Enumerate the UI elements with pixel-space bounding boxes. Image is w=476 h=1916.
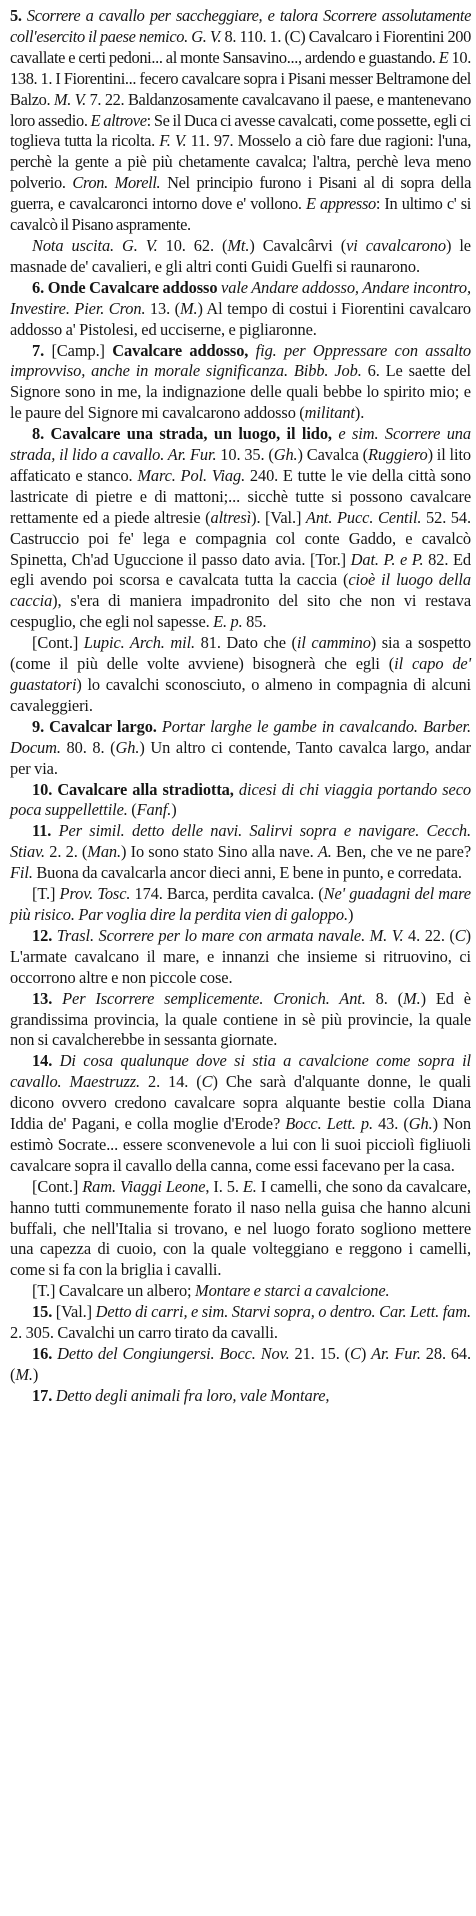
text-run: ). [354,403,365,423]
sense-heading: 11. [32,821,59,841]
text-run: ) Al tempo di costui i Fiorentini cavalcaro addosso a' Pistolesi, ed ucciserne, e pigliaronne. [10,298,471,339]
text-run: [Cont.] [32,1176,83,1196]
sense-13-iscorrere [10,989,471,1052]
sense-heading: 17. [32,1385,56,1405]
italic-text: il capo de' guastatori [10,654,471,694]
sense-heading: 6. Onde Cavalcare addosso [32,277,218,297]
text-run: 43. ( [372,1114,409,1134]
text-run: 13. ( [145,298,180,318]
italic-text: Marc. Pol. Viag. [137,465,246,485]
text-run: ) [360,1344,372,1363]
italic-text: vi cavalcarono [346,235,446,255]
italic-text: Detto degli animali fra loro, vale Montare, [55,1385,330,1405]
text-run: 8. ( [365,988,404,1008]
sense-9-cavalcar-largo [10,717,471,780]
text-run: ) [347,904,354,924]
sense-8-cavalcare-una-strada [10,424,471,633]
italic-text: Per simil. detto delle navi. Salirvi sopra e navigare. Cecch. Stiav. [10,821,471,862]
italic-text: Cron. Morell. [72,173,161,193]
text-run: Ben, che ve ne pare? [331,842,471,862]
italic-text: Prov. Tosc. [59,884,131,904]
sense-14-albero-note [10,1281,471,1302]
sense-heading: 9. Cavalcar largo. [32,716,157,736]
text-run: [Cont.] [32,633,84,653]
text-run: : In ultimo c' si cavalcò il Pisano aspramente. [10,194,471,235]
sense-14-a-cavalcione [10,1051,471,1176]
italic-text: E. [242,1176,257,1196]
italic-text: E. p. [213,612,243,632]
italic-text: A. [317,842,332,862]
text-run: 81. Dato che ( [195,633,297,653]
sense-7-figurative [10,341,471,425]
text-run: 6. Le saette del Signore sono in me, la indignazione delle quali bebbe lo spirito mio; e le paure del Signore mi cavalcarono addosso ( [10,361,471,423]
text-run: 82. Ed egli avendo poi scorsa e cavalcata tutta la caccia ( [10,549,471,590]
italic-text: Montare e starci a cavalcione. [195,1281,390,1301]
text-run: ) L'armate cavalcano il mare, e innanzi che insieme si ritruovino, ci occorrono altre e non piccole cose. [10,925,471,987]
text-run: ). [Val.] [251,507,306,527]
text-run: 2. 2. ( [45,842,88,862]
text-run: [Camp.] [51,340,113,360]
text-run: 7. 22. Baldanzosamente cavalcavano il paese, e mantenevano loro assedio. [10,89,471,130]
sense-heading: Cavalcare addosso, [112,340,249,360]
sense-heading: 8. Cavalcare una strada, un luogo, il lido, [32,424,332,444]
italic-text: Bocc. Lett. p. [285,1114,373,1134]
italic-text: vale Andare addosso, Andare incontro, Investire. Pier. Cron. [10,277,472,318]
italic-text: Fil. [10,863,33,883]
text-run: ) le masnade de' cavalieri, e gli altri conti Guidi Guelfi si raunarono. [10,235,471,276]
italic-text: militant [304,403,355,423]
italic-text: Detto del Congiungersi. Bocc. Nov. [57,1344,290,1363]
sense-6-cavalcare-addosso [10,278,471,341]
italic-text: Detto di carri, e sim. Starvi sopra, o dentro. Car. Lett. fam. [95,1302,472,1322]
sense-heading: 5. [10,6,27,25]
italic-text: dicesi di chi viaggia portando seco poca suppellettile. [10,779,471,820]
italic-text: Nota uscita. G. V. [32,235,158,255]
text-run: , I. 5. [205,1176,243,1196]
text-run: ) Cavalca ( [297,445,369,465]
text-run: : Se il Duca ci avesse cavalcati, come possette, egli ci toglieva tutta la ricolta. [10,110,471,151]
sense-12-mare [10,926,471,989]
italic-text: Mt. [227,235,250,255]
text-run: 174. Barca, perdita cavalca. ( [130,884,324,904]
text-run: ) Non estimò Socrate... essere sconvenevole a lui con li suoi picciolì figliuoli cavalcare sopra il cavallo della canna, come essi facevano per la casa. [10,1114,471,1175]
sense-heading: 14. [32,1051,60,1071]
sense-14-camelli-note [10,1177,471,1282]
sense-heading: 12. [32,925,57,945]
sense-heading: 13. [32,988,63,1008]
italic-text: e sim. Scorrere una strada, il lido a cavallo. Ar. Fur. [10,424,471,465]
text-run: 10. 138. 1. I Fiorentini... fecero cavalcare sopra i Pisani messer Beltramone del Balzo. [10,47,471,109]
text-run: 10. 35. ( [216,445,274,465]
sense-5-note-uscita [10,236,471,278]
italic-text: G. V. [191,26,222,46]
italic-text: Gh. [273,445,298,465]
italic-text: Scorrere a cavallo per saccheggiare, e talora Scorrere assolutamente coll'esercito il paese nemico. [10,6,472,46]
text-run: ) Io sono stato Sino alla nave. [121,842,318,862]
text-run: 52. 54. Castruccio poi fe' lega e compagnia col conte Gaddo, e cavalcò Spinetta, Ch'ad Uguccione il passo dato avia. [Tor.] [10,507,471,569]
text-run: ) Un altro ci contende, Tanto cavalca largo, andar per via. [10,737,472,778]
sense-heading: 10. Cavalcare alla stradiotta, [32,779,234,799]
italic-text: E [438,47,449,67]
sense-heading: 16. [32,1344,58,1363]
text-run: 2. 14. ( [140,1072,202,1092]
italic-text: M. [15,1364,33,1384]
text-run: 2. 305. Cavalchi un carro tirato da cavalli. [10,1323,278,1343]
text-run [248,341,255,360]
text-run: Nel principio furono i Pisani al di sopra della guerra, e cavalcaronci intorno dove e' vollono. [10,173,471,214]
text-run: ) lo cavalchi sconosciuto, o almeno in compagnia di alcuni cavaleggieri. [10,675,471,715]
text-run: ) Cavalcârvi ( [249,235,347,255]
text-run: ) [32,1364,39,1384]
text-run: 85. [242,612,267,632]
text-run: ( [127,800,137,820]
text-run: 240. E tutte le vie della città sono lastricate di pietre e di mattoni;... sicchè tutte si possono cavalcare rettamente ed a piede altresie ( [10,465,472,527]
text-run: ) sia a sospetto (come il più delle volte avviene) bisognerà che egli ( [10,633,471,674]
italic-text: Man. [87,842,122,862]
italic-text: E altrove [90,110,147,130]
text-run: I camelli, che sono da cavalcare, hanno tutti communemente forato il naso nella guisa che hanno alcuni buffali, che nell'Italia si trovano, e nel luogo forato sogliono mettere una capezza di cuoio, con la quale volteggiano e reggono i camelli, come si fa con la briglia i cavalli. [10,1176,471,1280]
sense-10-alla-stradiotta [10,780,471,822]
italic-text: Gh. [408,1114,433,1134]
italic-text: Portar larghe le gambe in cavalcando. Barber. Docum. [10,716,472,757]
italic-text: Ram. Viaggi Leone [82,1176,206,1196]
italic-text: Ant. Pucc. Centil. [305,507,422,527]
text-run: [Val.] [55,1302,96,1322]
italic-text: cioè il luogo della caccia [10,570,471,611]
italic-text: E appresso [305,194,376,214]
text-run: [T.] [32,884,60,904]
text-run: 80. 8. ( [60,737,116,757]
italic-text: C [350,1344,361,1363]
sense-11-proverb [10,884,471,926]
text-run: Buona da cavalcarla ancor dieci anni, E bene in punto, e corredata. [32,863,462,883]
italic-text: il cammino [296,633,371,653]
italic-text: C [201,1072,213,1092]
text-run: 21. 15. ( [289,1344,351,1363]
italic-text: Ar. Fur. [371,1344,421,1363]
sense-11-navi [10,821,471,884]
sense-16-congiungersi [10,1344,471,1386]
sense-15-carri [10,1302,471,1344]
italic-text: C [454,925,466,945]
text-run: ) il lito affaticato e stanco. [10,445,471,485]
text-run: 28. 64. ( [10,1344,472,1384]
text-run: ) Che sarà d'alquante donne, le quali dicono ovvero credono cavalcare sopra alquante bestie colla Diana Iddia de' Pagani, e colla moglie d'Erode? [10,1072,471,1134]
text-run: 11. 97. Mosselo a ciò fare due ragioni: l'una, perchè la gente a piè più chetamente cavalca; l'altra, perchè leva meno polverio. [10,131,472,193]
sense-17-animali [10,1386,471,1407]
italic-text: Ne' guadagni del mare più risico. Par voglia dire la perdita vien di galoppo. [10,884,471,924]
text-run: 8. 110. 1. (C) Cavalcaro i Fiorentini 200 cavallate e certi pedoni... al monte Sansavino..., ardendo e guastando. [10,26,471,67]
italic-text: F. V. [159,131,187,151]
italic-text: Dat. P. e P. [350,549,424,569]
text-run: 10. 62. ( [157,235,228,255]
italic-text: fig. per Oppressare con assalto improvviso, anche in morale significanza. Bibb. Job. [10,340,472,381]
sense-5 [10,6,471,236]
italic-text: M. [179,298,198,318]
sense-8-lupicini-note [10,633,471,717]
italic-text: M. V. [53,89,86,109]
italic-text: Fanf. [136,800,172,820]
italic-text: M. [403,988,421,1008]
sense-heading: 7. [32,340,52,360]
italic-text: altresì [210,507,252,527]
text-run: 4. 22. ( [403,925,455,945]
italic-text: Lupic. Arch. mil. [83,633,196,653]
text-run: ) Ed è grandissima provincia, la quale contiene in sè più provincie, la quale non si cavalcherebbe in sessanta giornate. [10,988,471,1050]
text-run: ), s'era di maniera impadronito del sito che non vi restava cespuglio, che egli nol sapesse. [10,591,471,632]
italic-text: Ruggiero [368,445,428,465]
text-run: ) [171,800,177,820]
sense-heading: 15. [32,1302,56,1322]
italic-text: Trasl. Scorrere per lo mare con armata navale. M. V. [56,925,404,945]
text-run: [T.] Cavalcare un albero; [32,1281,196,1301]
italic-text: Di cosa qualunque dove si stia a cavalcione come sopra il cavallo. Maestruzz. [10,1051,471,1092]
italic-text: Per Iscorrere semplicemente. Cronich. Ant. [62,988,366,1008]
italic-text: Gh. [115,737,140,757]
